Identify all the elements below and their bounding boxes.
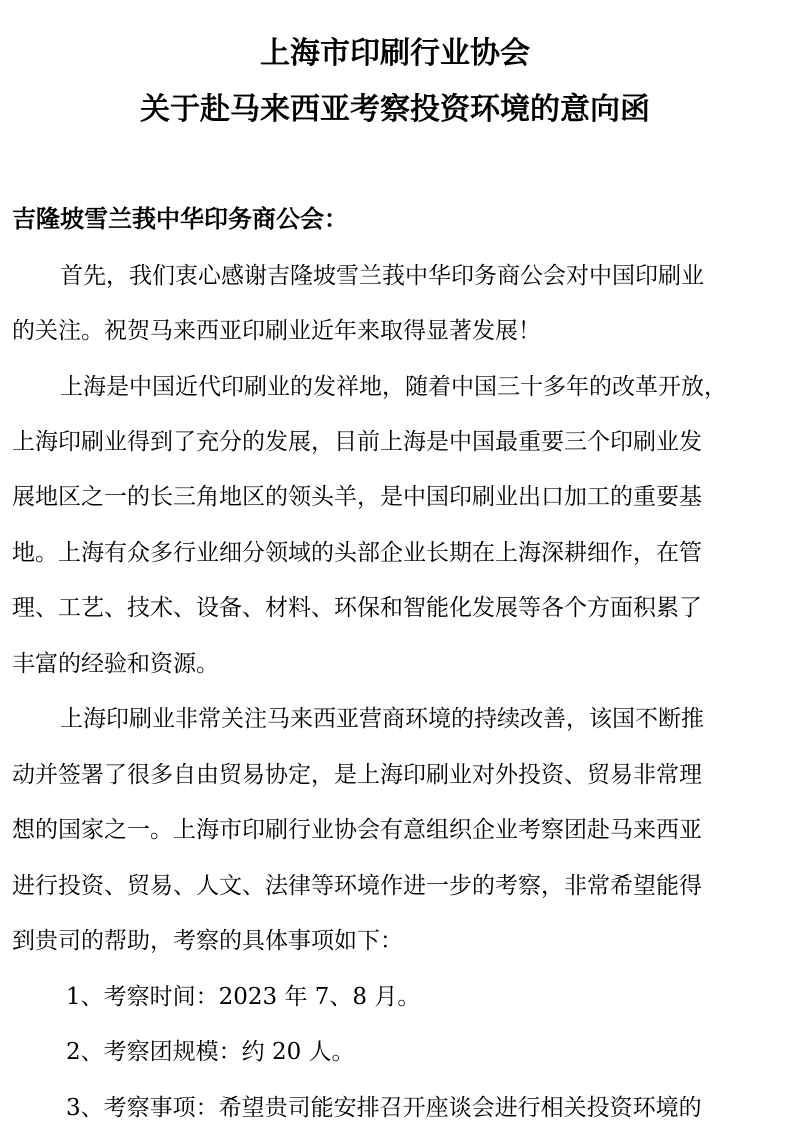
paragraph-3-line-2: 动并签署了很多自由贸易协定，是上海印刷业对外投资、贸易非常理 [12, 762, 702, 788]
paragraph-3-line-3: 想的国家之一。上海市印刷行业协会有意组织企业考察团赴马来西亚 [12, 817, 702, 843]
paragraph-1-line-2: 的关注。祝贺马来西亚印刷业近年来取得显著发展！ [12, 318, 541, 344]
paragraph-2-line-4: 地。上海有众多行业细分领域的头部企业长期在上海深耕细作，在管 [12, 540, 702, 566]
paragraph-2-line-3: 展地区之一的长三角地区的领头羊，是中国印刷业出口加工的重要基 [12, 484, 702, 510]
paragraph-3-line-1: 上海印刷业非常关注马来西亚营商环境的持续改善，该国不断推 [60, 706, 704, 732]
paragraph-3-line-4: 进行投资、贸易、人文、法律等环境作进一步的考察，非常希望能得 [12, 873, 702, 899]
title-line-1: 上海市印刷行业协会 [260, 36, 530, 71]
paragraph-3-line-5: 到贵司的帮助，考察的具体事项如下： [12, 928, 403, 954]
title-line-2: 关于赴马来西亚考察投资环境的意向函 [140, 92, 650, 127]
list-item: 1、考察时间：2023 年 7、8 月。 [66, 984, 421, 1010]
list-item: 3、考察事项：希望贵司能安排召开座谈会进行相关投资环境的 [66, 1095, 702, 1121]
paragraph-2-line-5: 理、工艺、技术、设备、材料、环保和智能化发展等各个方面积累了 [12, 595, 702, 621]
paragraph-1-line-1: 首先，我们衷心感谢吉隆坡雪兰莪中华印务商公会对中国印刷业 [60, 263, 704, 289]
paragraph-2-line-6: 丰富的经验和资源。 [12, 651, 219, 677]
paragraph-2-line-1: 上海是中国近代印刷业的发祥地，随着中国三十多年的改革开放， [60, 374, 727, 400]
list-item: 2、考察团规模：约 20 人。 [66, 1039, 355, 1065]
salutation: 吉隆坡雪兰莪中华印务商公会： [12, 205, 348, 233]
paragraph-2-line-2: 上海印刷业得到了充分的发展，目前上海是中国最重要三个印刷业发 [12, 429, 702, 455]
